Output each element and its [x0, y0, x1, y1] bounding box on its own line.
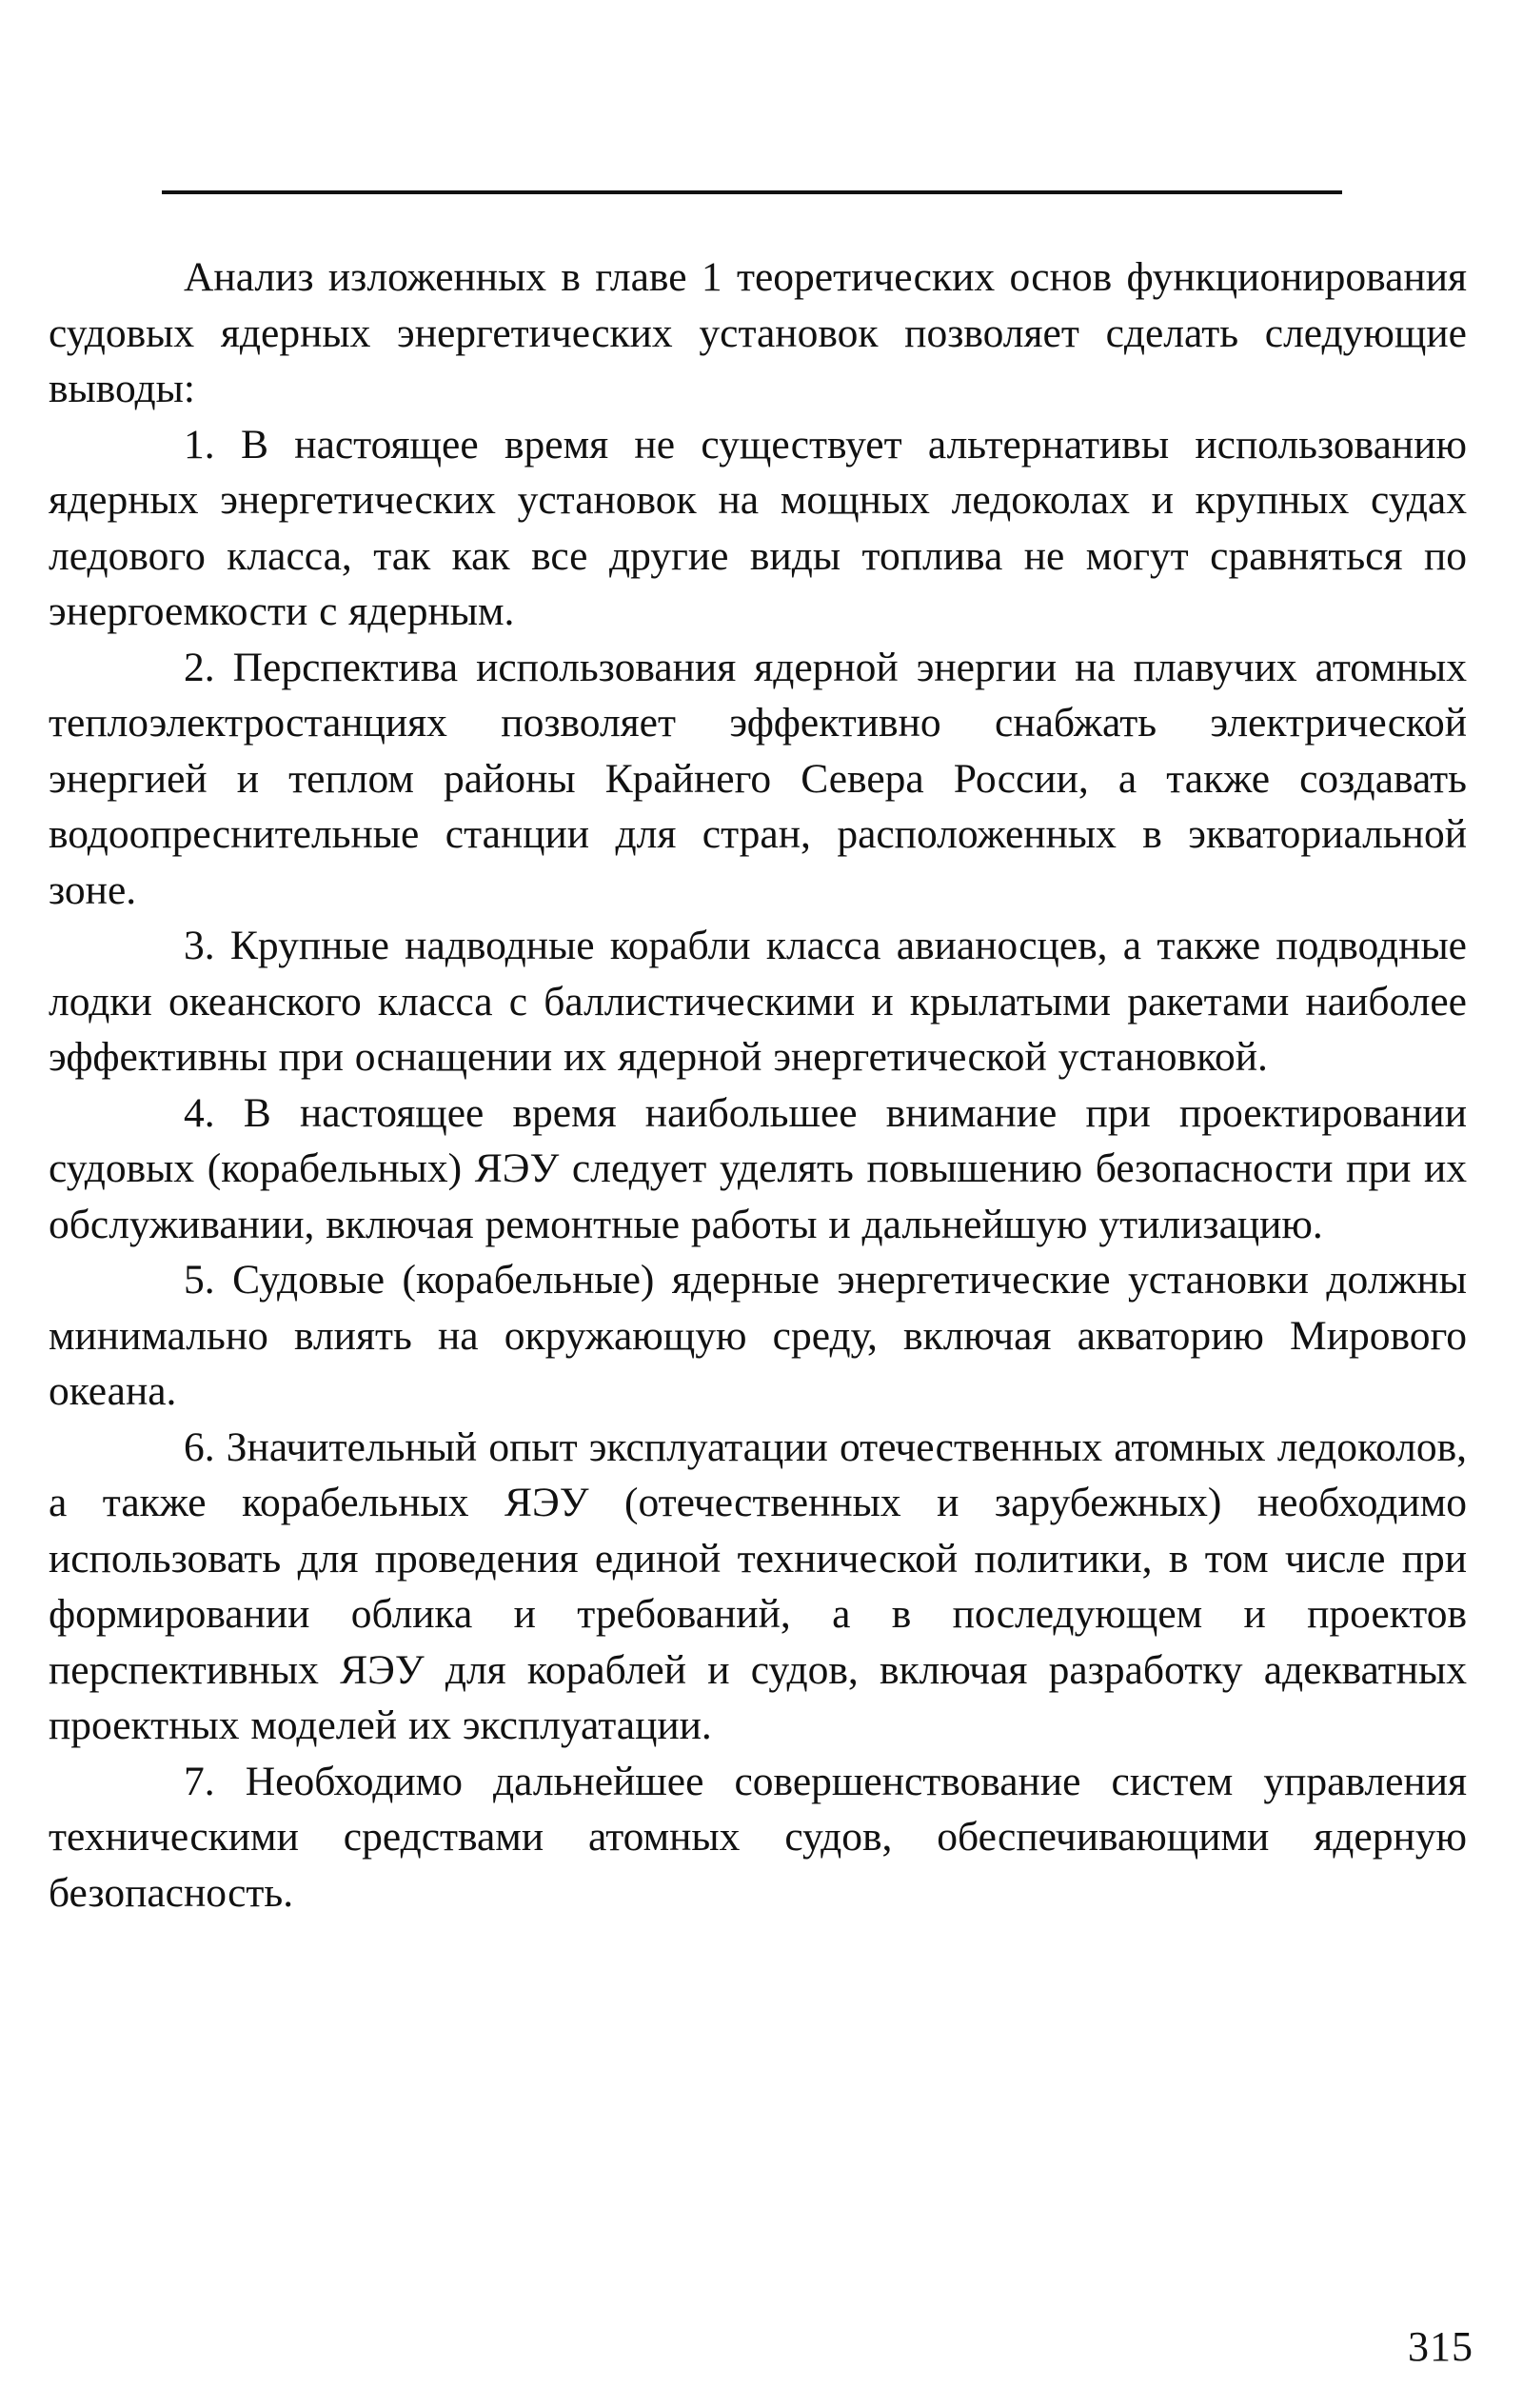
conclusion-paragraph-3: 3. Крупные надводные корабли класса авианосцев, а также подводные лодки океанского класса с баллистическими и крылатыми ракетами наиболее эффективны при оснащении их ядерной энергетической установкой. [49, 923, 1467, 1080]
intro-paragraph: Анализ изложенных в главе 1 теоретических основ функционирования судовых ядерных энергетических установок позволяет сделать следующие выводы: [49, 254, 1467, 411]
conclusion-paragraph-2: 2. Перспектива использования ядерной энергии на плавучих атомных теплоэлектростанциях позволяет эффективно снабжать электрической энергией и теплом районы Крайнего Севера России, а также создавать водоопреснительные станции для стран, расположенных в экваториальной зоне. [49, 644, 1467, 913]
conclusion-paragraph-6: 6. Значительный опыт эксплуатации отечественных атомных ледоколов, а также корабельных ЯЭУ (отечественных и зарубежных) необходимо использовать для проведения единой технической политики, в том числе при формировании облика и требований, а в последующем и проектов перспективных ЯЭУ для кораблей и судов, включая разработку адекватных проектных моделей их эксплуатации. [49, 1423, 1467, 1748]
conclusion-paragraph-1: 1. В настоящее время не существует альтернативы использованию ядерных энергетических установок на мощных ледоколах и крупных судах ледового класса, так как все другие виды топлива не могут сравняться по энергоемкости с ядерным. [49, 421, 1467, 634]
conclusion-paragraph-4: 4. В настоящее время наибольшее внимание при проектировании судовых (корабельных) ЯЭУ следует уделять повышению безопасности при их обслуживании, включая ремонтные работы и дальнейшую утилизацию. [49, 1089, 1467, 1247]
top-rule [162, 190, 1342, 194]
conclusion-paragraph-5: 5. Судовые (корабельные) ядерные энергетические установки должны минимально влиять на окружающую среду, включая акваторию Мирового океана. [49, 1257, 1467, 1414]
page-number: 315 [1408, 2323, 1474, 2370]
conclusions-text [49, 249, 1467, 1920]
conclusion-paragraph-7: 7. Необходимо дальнейшее совершенствование систем управления техническими средствами атомных судов, обеспечивающими ядерную безопасность. [49, 1758, 1467, 1916]
